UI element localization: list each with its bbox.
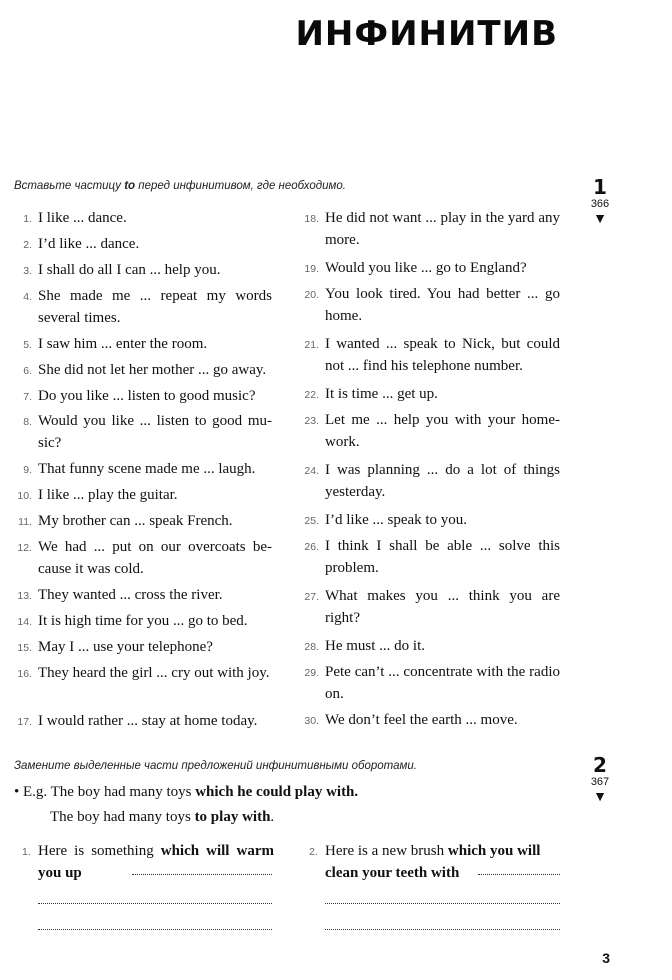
exercise-item bbox=[304, 459, 560, 503]
item-number: 20. bbox=[304, 289, 319, 301]
exercise-item bbox=[23, 285, 272, 329]
item-number: 5. bbox=[23, 339, 32, 351]
page-reference: 367 bbox=[590, 776, 610, 788]
item-text: He did not want ... play in the yard any more. bbox=[325, 210, 560, 248]
exercise-item bbox=[304, 509, 560, 531]
item-text: I saw him ... enter the room. bbox=[38, 336, 208, 352]
item-text: She made me ... repeat my words several times. bbox=[38, 288, 272, 326]
item-number: 2. bbox=[23, 239, 32, 251]
exercise-item bbox=[23, 458, 272, 480]
item-text: Would you like ... go to England? bbox=[325, 260, 527, 276]
item-number: 28. bbox=[304, 641, 319, 653]
item-number: 25. bbox=[304, 515, 319, 527]
answer-line[interactable] bbox=[325, 929, 560, 930]
down-arrow-icon: ▼ bbox=[593, 788, 607, 804]
exercise-item bbox=[17, 610, 272, 632]
exercise-2-marker bbox=[588, 754, 612, 803]
item-number: 18. bbox=[304, 213, 319, 225]
exercise-number: 2 bbox=[593, 753, 607, 777]
exercise-number: 1 bbox=[593, 175, 607, 199]
exercise-item bbox=[23, 359, 272, 381]
item-text: I like ... play the guitar. bbox=[38, 487, 178, 503]
exercise-item bbox=[17, 710, 272, 732]
item-number: 15. bbox=[17, 642, 32, 654]
exercise-item bbox=[17, 584, 272, 606]
item-number: 13. bbox=[17, 590, 32, 602]
item-number: 17. bbox=[17, 716, 32, 728]
item-text: That funny scene made me ... laugh. bbox=[38, 461, 256, 477]
exercise-item bbox=[18, 510, 272, 532]
answer-line[interactable] bbox=[132, 874, 272, 875]
item-number: 19. bbox=[304, 263, 319, 275]
item-text: I shall do all I can ... help you. bbox=[38, 262, 221, 278]
exercise-item bbox=[304, 635, 560, 657]
item-text: I think I shall be able ... solve this problem. bbox=[325, 538, 560, 576]
item-text: Pete can’t ... concentrate with the radio on. bbox=[325, 664, 560, 702]
item-text: They wanted ... cross the river. bbox=[38, 587, 223, 603]
item-text: I’d like ... speak to you. bbox=[325, 512, 468, 528]
item-text: I’d like ... dance. bbox=[38, 236, 140, 252]
item-text: It is time ... get up. bbox=[325, 386, 438, 402]
item-number: 22. bbox=[304, 389, 319, 401]
item-text: I would rather ... stay at home today. bbox=[38, 713, 258, 729]
answer-line[interactable] bbox=[478, 874, 560, 875]
down-arrow-icon: ▼ bbox=[593, 210, 607, 226]
item-number: 27. bbox=[304, 591, 319, 603]
item-number: 21. bbox=[304, 339, 319, 351]
item-number: 29. bbox=[304, 667, 319, 679]
item-number: 7. bbox=[23, 391, 32, 403]
item-text: I wanted ... speak to Nick, but could not ... find his telephone number. bbox=[325, 336, 560, 374]
exercise-item bbox=[304, 585, 560, 629]
exercise-item bbox=[17, 484, 272, 506]
exercise-item bbox=[304, 409, 560, 453]
item-number: 1. bbox=[23, 213, 32, 225]
item-text: I was planning ... do a lot of things yesterday. bbox=[325, 462, 560, 500]
item-text: They heard the girl ... cry out with joy. bbox=[38, 665, 270, 681]
item-number: 12. bbox=[17, 542, 32, 554]
exercise-item bbox=[23, 259, 272, 281]
item-number: 4. bbox=[23, 291, 32, 303]
item-number: 30. bbox=[304, 715, 319, 727]
page-title: ИНФИНИТИВ bbox=[295, 14, 558, 54]
exercise-item bbox=[23, 410, 272, 454]
task-1: 1. Here is something which will warm you up bbox=[22, 843, 274, 881]
exercise-2-instruction: Замените выделенные части предложений инфинитивными оборотами. bbox=[14, 760, 417, 772]
example-sentence: • E.g. The boy had many toys which he could play with. bbox=[14, 784, 359, 800]
exercise-item bbox=[304, 661, 560, 705]
item-number: 23. bbox=[304, 415, 319, 427]
item-number: 11. bbox=[18, 516, 32, 528]
item-number: 10. bbox=[17, 490, 32, 502]
example-block bbox=[14, 780, 358, 830]
answer-line[interactable] bbox=[38, 929, 272, 930]
item-text: May I ... use your telephone? bbox=[38, 639, 213, 655]
item-number: 26. bbox=[304, 541, 319, 553]
item-number: 16. bbox=[17, 668, 32, 680]
exercise-item bbox=[304, 709, 560, 731]
exercise-1-marker bbox=[588, 176, 612, 225]
exercise-item bbox=[304, 535, 560, 579]
page-number: 3 bbox=[602, 950, 610, 966]
item-text: What makes you ... think you are right? bbox=[325, 588, 560, 626]
item-number: 14. bbox=[17, 616, 32, 628]
exercise-1-instruction: Вставьте частицу to перед инфинитивом, где необходимо. bbox=[14, 180, 346, 192]
item-text: Let me ... help you with your home-work. bbox=[325, 412, 560, 450]
exercise-item bbox=[304, 257, 560, 279]
answer-line[interactable] bbox=[38, 903, 272, 904]
exercise-item bbox=[17, 636, 272, 658]
exercise-item bbox=[304, 383, 560, 405]
example-answer: The boy had many toys to play with. bbox=[50, 809, 275, 825]
exercise-item bbox=[304, 207, 560, 251]
page-reference: 366 bbox=[590, 198, 610, 210]
answer-line[interactable] bbox=[325, 903, 560, 904]
exercise-item bbox=[23, 385, 272, 407]
exercise-item bbox=[23, 233, 272, 255]
item-text: It is high time for you ... go to bed. bbox=[38, 613, 248, 629]
exercise-item bbox=[304, 333, 560, 377]
exercise-item bbox=[304, 283, 560, 327]
exercise-item bbox=[17, 662, 272, 684]
item-text: She did not let her mother ... go away. bbox=[38, 362, 267, 378]
item-text: We don’t feel the earth ... move. bbox=[325, 712, 518, 728]
exercise-item bbox=[23, 333, 272, 355]
item-number: 3. bbox=[23, 265, 32, 277]
exercise-item bbox=[23, 207, 272, 229]
item-text: We had ... put on our overcoats be-cause it was cold. bbox=[38, 539, 272, 577]
task-2: 2. Here is a new brush which you will clean your teeth with bbox=[309, 843, 541, 881]
item-text: I like ... dance. bbox=[38, 210, 127, 226]
exercise-item bbox=[17, 536, 272, 580]
item-text: Would you like ... listen to good mu-sic? bbox=[38, 413, 272, 451]
item-text: You look tired. You had better ... go home. bbox=[325, 286, 560, 324]
item-text: He must ... do it. bbox=[325, 638, 425, 654]
item-number: 9. bbox=[23, 464, 32, 476]
item-text: Do you like ... listen to good music? bbox=[38, 388, 256, 404]
item-number: 8. bbox=[23, 416, 32, 428]
item-number: 24. bbox=[304, 465, 319, 477]
item-text: My brother can ... speak French. bbox=[38, 513, 233, 529]
item-number: 6. bbox=[23, 365, 32, 377]
